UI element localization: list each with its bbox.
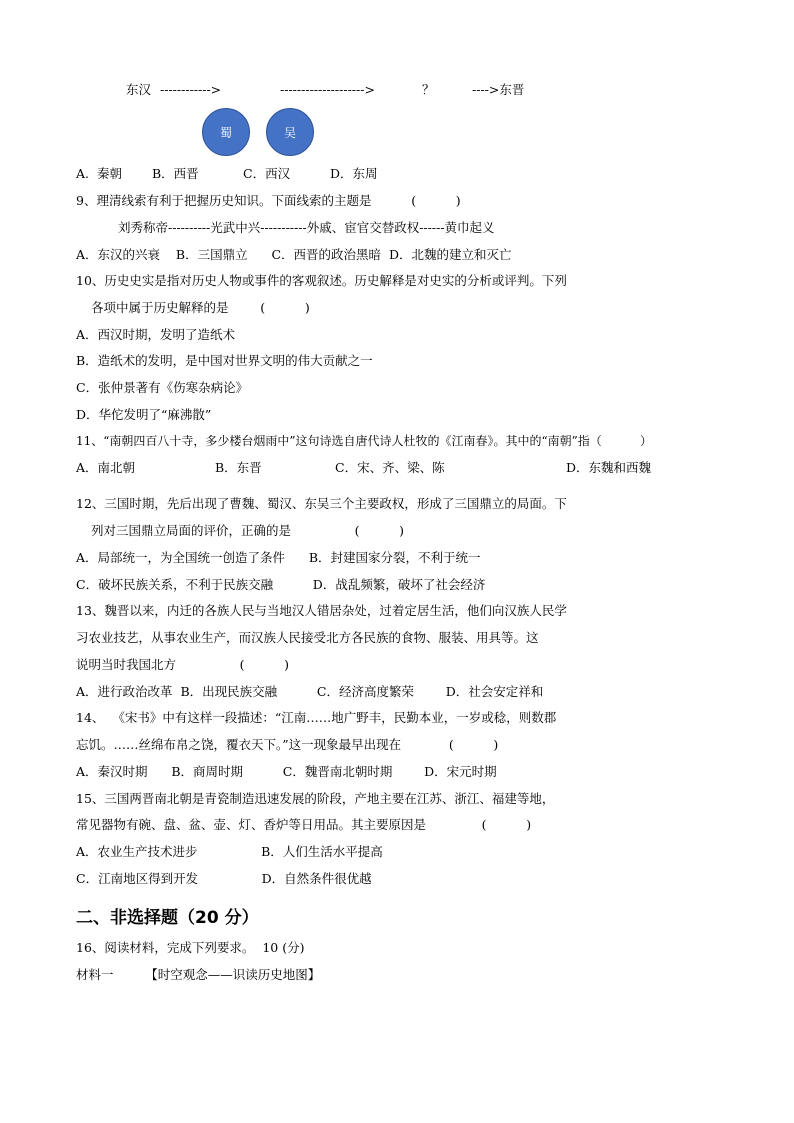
q10-option-b: B．造纸术的发明，是中国对世界文明的伟大贡献之一 [76, 353, 373, 368]
q11-stem: 11、“南朝四百八十寺，多少楼台烟雨中”这句诗选自唐代诗人杜牧的《江南春》。其中的“南朝”指（ ） [76, 434, 652, 448]
q11-option-a: A．南北朝 [76, 460, 136, 475]
circle-shu: 蜀 [202, 108, 250, 156]
q12-stem-2: 列对三国鼎立局面的评价，正确的是 ( ) [91, 523, 405, 538]
q14-stem-2: 忘饥。……丝绵布帛之饶，覆衣天下。”这一现象最早出现在 ( ) [76, 737, 499, 752]
flow-arrow-2: --------------------> [280, 82, 375, 97]
q15-options-cd: C．江南地区得到开发 D．自然条件很优越 [76, 871, 372, 886]
q10-stem-2: 各项中属于历史解释的是 ( ) [91, 300, 310, 315]
q9-stem: 9、理清线索有利于把握历史知识。下面线索的主题是 ( ) [76, 193, 461, 208]
circle-wu: 吴 [266, 108, 314, 156]
q11-option-b: B．东晋 [215, 460, 262, 475]
q10-option-c: C．张仲景著有《伤寒杂病论》 [76, 380, 249, 395]
q12-options-cd: C．破坏民族关系，不利于民族交融 D．战乱频繁，破坏了社会经济 [76, 577, 486, 592]
q9-chain: 刘秀称帝----------光武中兴-----------外戚、宦官交替政权------黄巾起义 [118, 220, 495, 235]
flow-start: 东汉 [126, 82, 152, 97]
q15-options-ab: A．农业生产技术进步 B．人们生活水平提高 [76, 844, 383, 859]
q13-stem-2: 习农业技艺，从事农业生产，而汉族人民接受北方各民族的食物、服装、用具等。这 [76, 630, 539, 645]
flow-unknown: ？ [422, 82, 435, 97]
q11-option-d: D．东魏和西魏 [566, 460, 652, 475]
q13-stem-3: 说明当时我国北方 ( ) [76, 657, 290, 672]
q15-stem-1: 15、三国两晋南北朝是青瓷制造迅速发展的阶段，产地主要在江苏、浙江、福建等地， [76, 791, 555, 806]
q14-stem-1: 14、 《宋书》中有这样一段描述：“江南……地广野丰，民勤本业，一岁或稔，则数郡 [76, 710, 557, 725]
q8-option-b: B．西晋 [152, 166, 199, 181]
q13-stem-1: 13、魏晋以来，内迁的各族人民与当地汉人错居杂处，过着定居生活，他们向汉族人民学 [76, 603, 567, 618]
q8-option-d: D．东周 [330, 166, 378, 181]
q16-material: 材料一 【时空观念——识读历史地图】 [76, 967, 321, 982]
q13-options: A．进行政治改革 B．出现民族交融 C．经济高度繁荣 D．社会安定祥和 [76, 684, 544, 699]
q16-stem: 16、阅读材料，完成下列要求。 10 (分) [76, 940, 305, 955]
flow-arrow-1: ------------> [160, 82, 222, 97]
flow-arrow-3: ---->东晋 [472, 82, 525, 97]
q8-option-c: C．西汉 [243, 166, 291, 181]
q15-stem-2: 常见器物有碗、盘、盆、壶、灯、香炉等日用品。其主要原因是 ( ) [76, 817, 532, 832]
q12-options-ab: A．局部统一，为全国统一创造了条件 B．封建国家分裂，不利于统一 [76, 550, 481, 565]
q8-option-a: A. 秦朝 [76, 166, 122, 181]
section-heading: 二、非选择题（20 分） [76, 908, 259, 928]
q10-option-a: A．西汉时期，发明了造纸术 [76, 327, 236, 342]
q14-options: A．秦汉时期 B．商周时期 C．魏晋南北朝时期 D．宋元时期 [76, 764, 497, 779]
q10-option-d: D．华佗发明了“麻沸散” [76, 407, 212, 422]
q11-option-c: C．宋、齐、梁、陈 [335, 460, 445, 475]
q12-stem-1: 12、三国时期，先后出现了曹魏、蜀汉、东吴三个主要政权，形成了三国鼎立的局面。下 [76, 496, 567, 511]
q10-stem-1: 10、历史史实是指对历史人物或事件的客观叙述。历史解释是对史实的分析或评判。下列 [76, 273, 567, 288]
q9-options: A．东汉的兴衰 B．三国鼎立 C．西晋的政治黑暗 D．北魏的建立和灭亡 [76, 247, 512, 262]
